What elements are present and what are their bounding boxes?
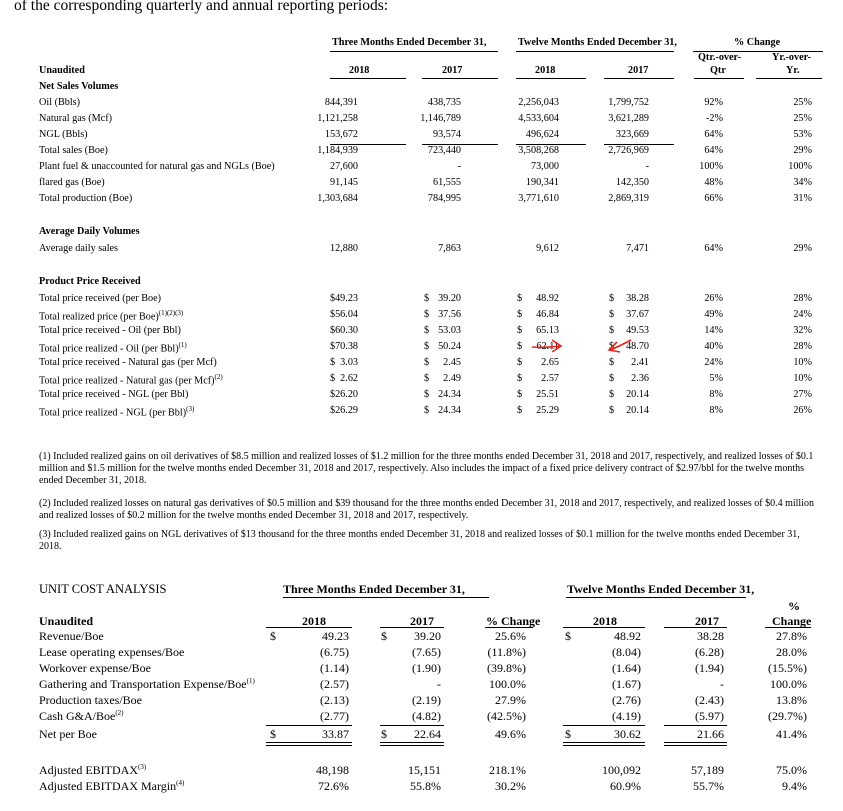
row-value: 1,799,752 [608,97,649,108]
row-value: 32% [793,325,812,336]
footnote-ref: (4) [176,779,185,787]
year-header: 2017 [442,65,463,76]
row-value: 48.92 [536,293,559,304]
row-value: 27.8% [776,629,807,643]
dollar-sign: $ [609,389,615,400]
dollar-sign: $ [330,293,336,304]
row-value: 27% [793,389,812,400]
row-value: 29% [793,243,812,254]
section-product-price: Product Price Received [39,276,141,287]
row-label: Oil (Bbls) [39,97,81,108]
row-value: 100,092 [602,763,641,777]
row-value: 25.51 [536,389,559,400]
footnote-2: (2) Included realized losses on natural gas derivatives of $0.5 million and $39 thousand for the three months ended December 31, 2018 and 2017, respectively, and realized losses of $0.4 million and realized losses of $0.2 million for the twelve months ended December 31, 2018 and 2017, respectively. [39,498,814,521]
dollar-sign: $ [424,389,430,400]
row-value: 24% [793,309,812,320]
row-value: 39.20 [414,629,441,643]
row-label: Total realized price (per Boe)$^{(1)(2)(3)}$ [39,309,184,323]
row-value: 48,198 [316,763,349,777]
section-average-daily: Average Daily Volumes [39,226,140,237]
row-value: 1,184,939 [317,145,358,156]
row-value: 64% [704,145,723,156]
dollar-sign: $ [609,341,615,352]
dollar-sign: $ [609,309,615,320]
row-value: (1.64) [612,661,641,675]
year-header: 2017 [628,65,649,76]
row-value: 75.0% [776,763,807,777]
row-value: 29% [793,145,812,156]
row-label: Total price realized - Oil (per Bbl)$^{(1)}$ [39,341,187,355]
row-label: Plant fuel & unaccounted for natural gas and NGLs (Boe) [39,161,275,172]
row-value: 64% [704,243,723,254]
row-value: (15.5%) [768,661,807,675]
row-value: 70.38 [335,341,358,352]
dollar-sign: $ [517,373,523,384]
footnote-ref: (3) [138,763,147,771]
dollar-sign: $ [424,325,430,336]
red-arrow-right [609,340,631,352]
row-value: 3.03 [340,357,358,368]
row-label: Cash G&A/Boe$^{(2)}$ [39,709,124,723]
row-value: 13.8% [776,693,807,707]
dollar-sign: $ [424,373,430,384]
footnote-3: (3) Included realized gains on NGL derivatives of $13 thousand for the three months ended December 31, 2018 and realized losses of $0.1 million for the twelve months ended December 31, 2018. [39,529,800,552]
row-value: 53% [793,129,812,140]
row-value: 723,440 [427,145,461,156]
row-value: 27.9% [495,693,526,707]
row-value: 2.62 [340,373,358,384]
unaudited-label: Unaudited [39,614,94,628]
dollar-sign: $ [565,629,571,643]
footnote-ref: (2) [115,709,124,717]
sub-header-qtr: Qtr.-over- [698,52,742,63]
row-value: (2.57) [320,677,349,691]
row-value: 24.34 [438,389,461,400]
dollar-sign: $ [517,357,523,368]
sub-header-qtr: Qtr [710,65,726,76]
row-value: 62.11 [536,341,559,352]
row-value: (39.8%) [487,661,526,675]
row-value: 22.64 [414,727,441,741]
row-value: - [720,677,724,691]
column-header: Change [772,614,812,628]
row-value: 8% [709,405,723,416]
row-value: 1,121,258 [317,113,358,124]
dollar-sign: $ [565,727,571,741]
row-label: Total production (Boe) [39,193,133,204]
row-label: Total sales (Boe) [39,145,108,156]
row-value: 100.0% [770,677,807,691]
row-value: (1.14) [320,661,349,675]
row-value: - [645,161,649,172]
row-value: 2,869,319 [608,193,649,204]
row-value: 28% [793,293,812,304]
dollar-sign: $ [424,357,430,368]
row-value: (6.75) [320,645,349,659]
row-value: 55.8% [410,779,441,793]
row-label: Total price received - Oil (per Bbl) [39,325,181,336]
dollar-sign: $ [330,325,336,336]
row-value: 27,600 [329,161,358,172]
group-header-twelve-months: Twelve Months Ended December 31, [567,582,755,596]
dollar-sign: $ [609,373,615,384]
row-label: Average daily sales [39,243,119,254]
row-value: (42.5%) [487,709,526,723]
dollar-sign: $ [270,727,276,741]
unit-cost-title: UNIT COST ANALYSIS [39,582,167,596]
row-value: 2.41 [631,357,649,368]
row-value: 15,151 [408,763,441,777]
row-label: flared gas (Boe) [39,177,105,188]
row-value: 31% [793,193,812,204]
row-value: 30.62 [614,727,641,741]
row-value: 9.4% [782,779,807,793]
row-value: 49% [704,309,723,320]
column-header: 2017 [410,614,434,628]
row-label: Net per Boe [39,727,97,741]
row-value: 73,000 [530,161,559,172]
row-label: Adjusted EBITDAX Margin$^{(4)}$ [39,779,185,793]
row-value: 153,672 [324,129,358,140]
row-value: 218.1% [489,763,526,777]
row-value: 93,574 [432,129,461,140]
row-value: 25.6% [495,629,526,643]
row-value: (2.19) [412,693,441,707]
row-value: 2.65 [541,357,559,368]
row-value: 2,256,043 [518,97,559,108]
dollar-sign: $ [609,293,615,304]
group-header-three-months: Three Months Ended December 31, [283,582,465,596]
row-value: 1,146,789 [420,113,461,124]
dollar-sign: $ [424,293,430,304]
row-value: 25% [793,97,812,108]
footnote-ref: (1) [178,341,187,349]
row-value: 49.23 [322,629,349,643]
dollar-sign: $ [424,341,430,352]
row-label: Revenue/Boe [39,629,104,643]
row-value: 2.36 [631,373,649,384]
row-label: Production taxes/Boe [39,693,142,707]
row-value: - [437,677,441,691]
footnote-ref: (3) [186,405,195,413]
dollar-sign: $ [330,309,336,320]
row-value: 2.45 [443,357,461,368]
row-value: 37.67 [626,309,649,320]
row-value: 53.03 [438,325,461,336]
row-value: 496,624 [525,129,559,140]
row-value: 5% [709,373,723,384]
row-value: 26.29 [335,405,358,416]
row-value: 100% [788,161,812,172]
row-value: 72.6% [318,779,349,793]
row-value: (4.19) [612,709,641,723]
dollar-sign: $ [517,293,523,304]
row-value: 64% [704,129,723,140]
dollar-sign: $ [330,341,336,352]
row-value: 61,555 [432,177,461,188]
group-header-twelve-months: Twelve Months Ended December 31, [518,37,677,48]
row-value: (1.67) [612,677,641,691]
row-value: (4.82) [412,709,441,723]
row-value: 20.14 [626,389,649,400]
row-value: 60.9% [610,779,641,793]
row-label: Workover expense/Boe [39,661,151,675]
dollar-sign: $ [517,325,523,336]
row-value: 48% [704,177,723,188]
year-header: 2018 [535,65,556,76]
row-value: 438,735 [427,97,461,108]
row-value: (29.7%) [768,709,807,723]
row-value: 3,508,268 [518,145,559,156]
footnote-ref: (2) [214,373,223,381]
row-value: -2% [706,113,723,124]
row-value: 48.92 [614,629,641,643]
group-header-three-months: Three Months Ended December 31, [332,37,487,48]
dollar-sign: $ [609,357,615,368]
group-header-pct-change: % Change [734,37,781,48]
column-header: 2017 [695,614,719,628]
row-value: 10% [793,357,812,368]
dollar-sign: $ [517,405,523,416]
row-value: 41.4% [776,727,807,741]
row-label: Total price received (per Boe) [39,293,162,304]
sub-header-yr: Yr. [786,65,800,76]
row-label: Total price realized - NGL (per Bbl)$^{(3)}$ [39,405,195,419]
row-value: (2.43) [695,693,724,707]
row-value: 92% [704,97,723,108]
row-label: Gathering and Transportation Expense/Boe$^{(1)}$ [39,677,255,691]
dollar-sign: $ [381,727,387,741]
dollar-sign: $ [517,341,523,352]
row-value: 21.66 [697,727,724,741]
dollar-sign: $ [517,309,523,320]
row-value: 20.14 [626,405,649,416]
row-value: 28% [793,341,812,352]
dollar-sign: $ [609,405,615,416]
row-value: (6.28) [695,645,724,659]
row-value: (2.13) [320,693,349,707]
unaudited-label: Unaudited [39,65,85,76]
row-value: 24.34 [438,405,461,416]
row-value: 4,533,604 [518,113,559,124]
row-value: 39.20 [438,293,461,304]
sub-header-yr: Yr.-over- [772,52,812,63]
row-value: 142,350 [615,177,649,188]
row-value: 25% [793,113,812,124]
row-value: 7,863 [438,243,461,254]
row-value: (8.04) [612,645,641,659]
row-value: - [457,161,461,172]
footnote-ref: (1) [246,677,255,685]
row-value: 26% [704,293,723,304]
footnote-ref: (1)(2)(3) [158,309,184,317]
row-value: 844,391 [324,97,358,108]
row-value: 8% [709,389,723,400]
row-value: 50.24 [438,341,461,352]
row-value: 2.57 [541,373,559,384]
row-value: 100.0% [489,677,526,691]
row-label: Total price realized - Natural gas (per Mcf)$^{(2)}$ [39,373,223,387]
row-value: 3,771,610 [518,193,559,204]
row-value: 2,726,969 [608,145,649,156]
row-value: 49.6% [495,727,526,741]
dollar-sign: $ [330,405,336,416]
section-net-sales: Net Sales Volumes [39,81,119,92]
row-value: 34% [793,177,812,188]
row-value: 2.49 [443,373,461,384]
row-value: 26.20 [335,389,358,400]
row-value: 14% [704,325,723,336]
red-arrow-left [532,340,561,352]
dollar-sign: $ [330,389,336,400]
row-value: (2.77) [320,709,349,723]
row-value: (1.94) [695,661,724,675]
pct-header-top: % [788,599,800,613]
row-label: Total price received - Natural gas (per Mcf) [39,357,217,368]
row-value: 91,145 [329,177,358,188]
row-value: 66% [704,193,723,204]
row-label: NGL (Bbls) [39,129,88,140]
row-value: 38.28 [626,293,649,304]
dollar-sign: $ [270,629,276,643]
footnote-1: (1) Included realized gains on oil derivatives of $8.5 million and realized losses of $1.2 million for the three months ended December 31, 2018 and 2017, respectively, and realized losses of $0.1 million and $1.5 million for the twelve months ended December 31, 2018 and 2017, respectively. Also includes the impact of a fixed price delivery contract of $2.97/bbl for the twelve months ended December 31, 2018. [39,451,814,486]
dollar-sign: $ [517,389,523,400]
row-label: Total price received - NGL (per Bbl) [39,389,189,400]
row-value: 10% [793,373,812,384]
row-value: 30.2% [495,779,526,793]
row-value: 26% [793,405,812,416]
row-value: 24% [704,357,723,368]
row-value: (7.65) [412,645,441,659]
row-value: (5.97) [695,709,724,723]
row-value: (1.90) [412,661,441,675]
row-value: 57,189 [691,763,724,777]
row-value: 46.84 [536,309,559,320]
row-value: 1,303,684 [317,193,358,204]
dollar-sign: $ [381,629,387,643]
row-value: 784,995 [427,193,461,204]
row-value: 48.70 [626,341,649,352]
row-value: 49.53 [626,325,649,336]
row-value: 49.23 [335,293,358,304]
row-value: (2.76) [612,693,641,707]
column-header: 2018 [302,614,326,628]
row-value: 55.7% [693,779,724,793]
row-value: 28.0% [776,645,807,659]
row-label: Lease operating expenses/Boe [39,645,185,659]
row-value: (11.8%) [487,645,526,659]
row-value: 60.30 [335,325,358,336]
dollar-sign: $ [424,309,430,320]
column-header: 2018 [593,614,617,628]
dollar-sign: $ [330,373,336,384]
dollar-sign: $ [609,325,615,336]
dollar-sign: $ [330,357,336,368]
row-value: 65.13 [536,325,559,336]
row-value: 323,669 [615,129,649,140]
row-value: 40% [704,341,723,352]
dollar-sign: $ [424,405,430,416]
row-value: 33.87 [322,727,349,741]
row-value: 12,880 [329,243,358,254]
column-header: % Change [486,614,541,628]
row-label: Adjusted EBITDAX$^{(3)}$ [39,763,147,777]
year-header: 2018 [349,65,370,76]
row-value: 3,621,289 [608,113,649,124]
row-label: Natural gas (Mcf) [39,113,112,124]
row-value: 7,471 [626,243,649,254]
row-value: 38.28 [697,629,724,643]
row-value: 190,341 [525,177,559,188]
row-value: 100% [699,161,723,172]
row-value: 9,612 [536,243,559,254]
row-value: 56.04 [335,309,358,320]
row-value: 37.56 [438,309,461,320]
intro-text: of the corresponding quarterly and annual reporting periods: [14,0,389,14]
row-value: 25.29 [536,405,559,416]
